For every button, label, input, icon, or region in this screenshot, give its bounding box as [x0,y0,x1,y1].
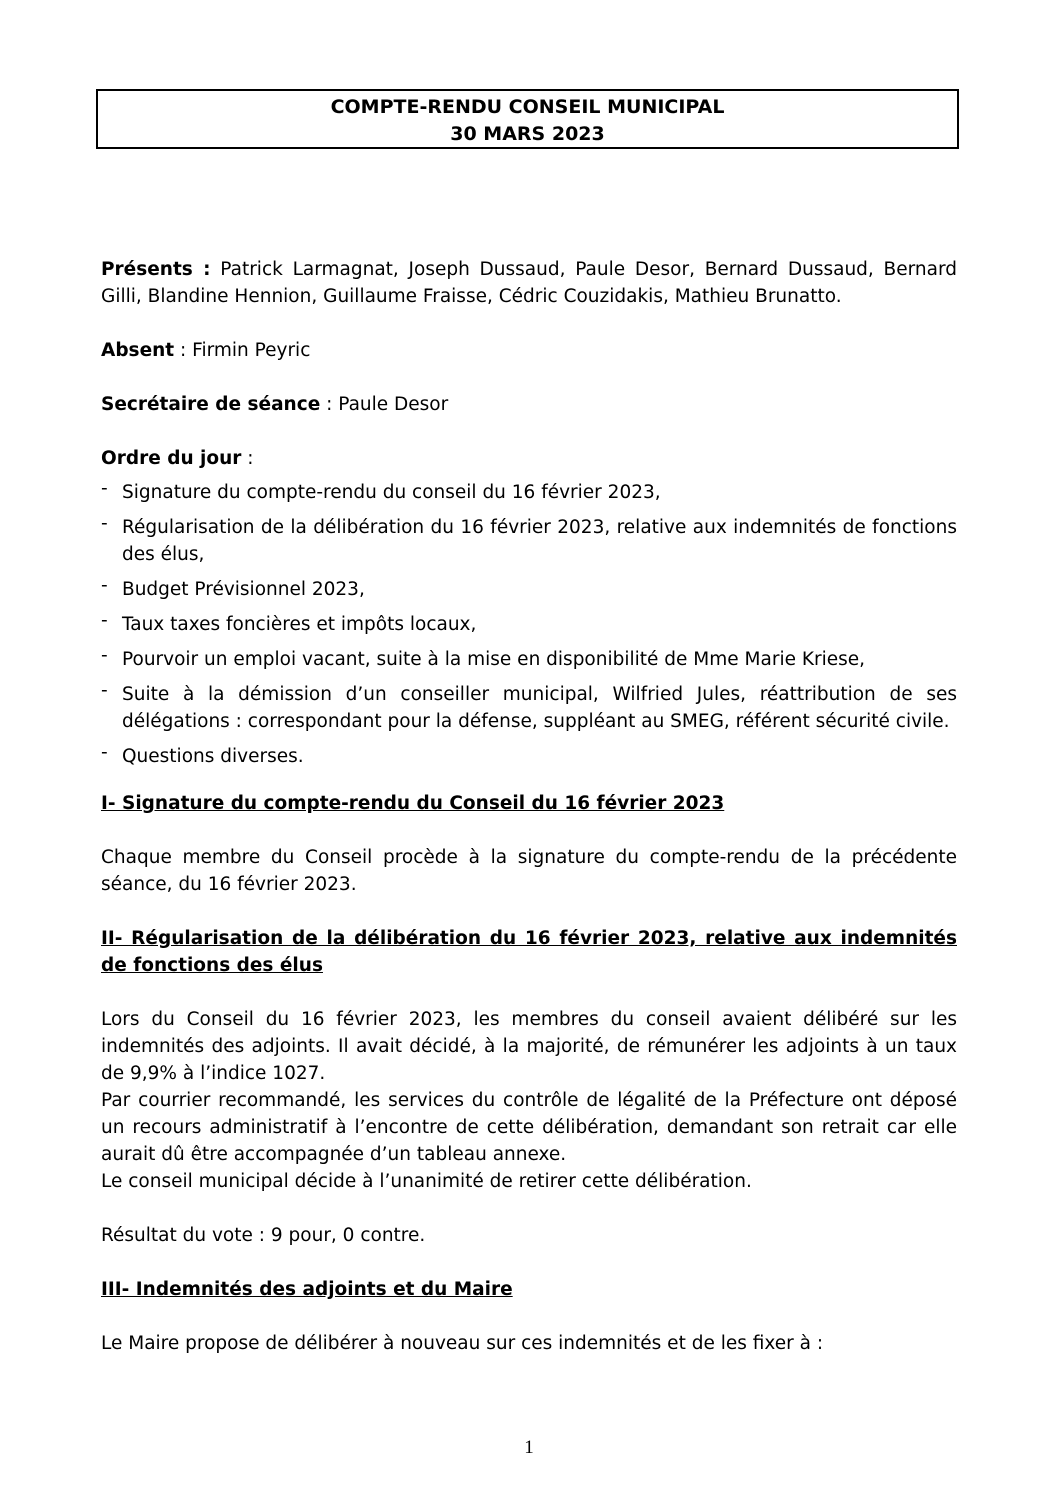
agenda-item: - Taux taxes foncières et impôts locaux, [101,611,957,638]
section-heading-1: I- Signature du compte-rendu du Conseil du 16 février 2023 [101,793,725,814]
agenda-item: - Suite à la démission d’un conseiller municipal, Wilfried Jules, réattribution de ses délégations : correspondant pour la défense, suppléant au SMEG, référent sécurité civile. [101,681,957,735]
agenda-label: Ordre du jour [101,448,242,469]
document-date: 30 MARS 2023 [450,123,605,145]
agenda-label-suffix: : [241,448,254,469]
dash-bullet: - [101,610,108,631]
agenda-list [101,479,957,770]
secretary-name: : Paule Desor [326,394,449,415]
attendance-present [101,256,957,310]
section-heading-3: III- Indemnités des adjoints et du Maire [101,1279,513,1300]
section-3-body: Le Maire propose de délibérer à nouveau sur ces indemnités et de les fixer à : [101,1333,824,1354]
dash-bullet: - [101,513,108,534]
title-box [96,89,959,149]
section-1-body: Chaque membre du Conseil procède à la signature du compte-rendu de la précédente séance, du 16 février 2023. [101,847,957,895]
vote-result: Résultat du vote : 9 pour, 0 contre. [101,1225,426,1246]
agenda-item: - Régularisation de la délibération du 16 février 2023, relative aux indemnités de fonctions des élus, [101,514,957,568]
agenda-item: - Budget Prévisionnel 2023, [101,576,957,603]
document-title: COMPTE-RENDU CONSEIL MUNICIPAL [330,96,725,118]
secretary [101,391,957,418]
section-2-paragraph-2: Par courrier recommandé, les services du contrôle de légalité de la Préfecture ont déposé un recours administratif à l’encontre de cette délibération, demandant son retrait car elle aurait dû être accompagnée d’un tableau annexe. [101,1090,957,1165]
section-2-paragraph-3: Le conseil municipal décide à l’unanimité de retirer cette délibération. [101,1171,752,1192]
section-heading-2: II- Régularisation de la délibération du 16 février 2023, relative aux indemnités de fonctions des élus [101,928,957,976]
absent-names: : Firmin Peyric [180,340,311,361]
present-names: Patrick Larmagnat, Joseph Dussaud, Paule Desor, Bernard Dussaud, Bernard Gilli, Blandine Hennion, Guillaume Fraisse, Cédric Couzidakis, Mathieu Brunatto. [101,259,957,307]
agenda-heading [101,445,957,472]
section-2-paragraph-1: Lors du Conseil du 16 février 2023, les membres du conseil avaient délibéré sur les indemnités des adjoints. Il avait décidé, à la majorité, de rémunérer les adjoints à un taux de 9,9% à l’indice 1027. [101,1009,957,1084]
dash-bullet: - [101,742,108,763]
page-number: 1 [524,1437,534,1458]
agenda-item: - Signature du compte-rendu du conseil du 16 février 2023, [101,479,957,506]
agenda-item: - Questions diverses. [101,743,957,770]
dash-bullet: - [101,680,108,701]
absent-label: Absent [101,340,175,361]
agenda-item: - Pourvoir un emploi vacant, suite à la mise en disponibilité de Mme Marie Kriese, [101,646,957,673]
dash-bullet: - [101,645,108,666]
attendance-absent [101,337,957,364]
document-body [101,256,957,1384]
dash-bullet: - [101,478,108,499]
secretary-label: Secrétaire de séance [101,394,321,415]
dash-bullet: - [101,575,108,596]
present-label: Présents : [101,259,211,280]
